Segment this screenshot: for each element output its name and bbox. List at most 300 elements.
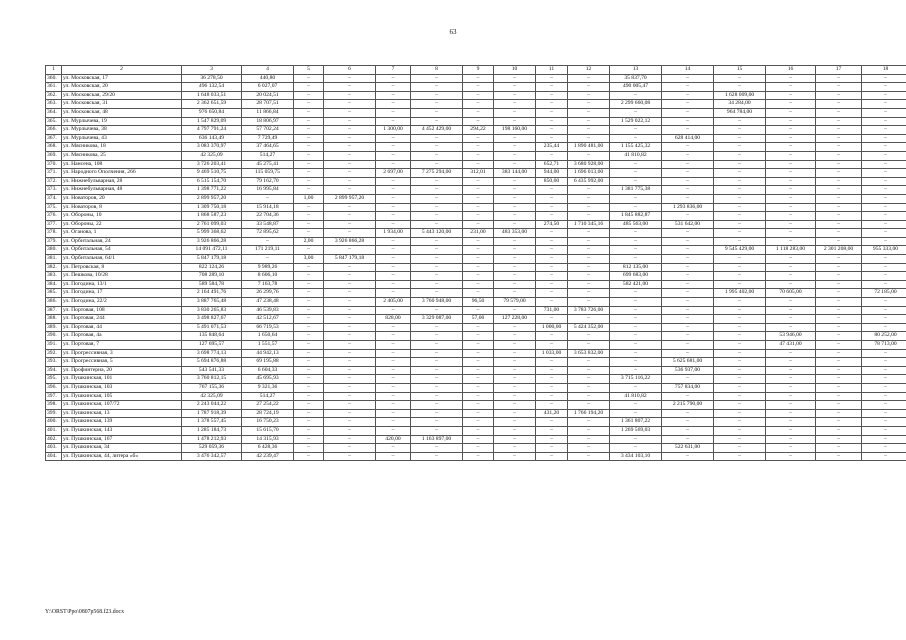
value-cell: 5 491 071,53 — [182, 323, 242, 332]
value-cell: – — [714, 194, 766, 203]
value-cell: – — [376, 160, 411, 169]
value-cell: – — [536, 108, 568, 117]
value-cell: 96,50 — [463, 298, 494, 307]
address-cell: ул. Нансена, 108 — [62, 160, 182, 169]
value-cell: 45 275,41 — [242, 160, 294, 169]
row-number-cell: 395. — [46, 375, 62, 384]
value-cell: – — [536, 358, 568, 367]
value-cell: 2,00 — [294, 237, 324, 246]
address-cell: ул. Пушкинская, 34 — [62, 444, 182, 453]
value-cell: – — [568, 332, 610, 341]
value-cell: – — [816, 91, 862, 100]
value-cell: – — [324, 126, 376, 135]
value-cell: – — [862, 126, 906, 135]
value-cell: – — [862, 323, 906, 332]
value-cell: – — [610, 255, 662, 264]
value-cell: – — [494, 426, 536, 435]
row-number-cell: 364. — [46, 108, 62, 117]
value-cell: 80 252,00 — [862, 332, 906, 341]
column-header: 5 — [294, 66, 324, 75]
value-cell: – — [494, 383, 536, 392]
value-cell: – — [714, 452, 766, 461]
value-cell: – — [816, 444, 862, 453]
address-cell: ул. Погодина, 17 — [62, 289, 182, 298]
value-cell: 582 421,00 — [610, 280, 662, 289]
value-cell: – — [411, 220, 463, 229]
value-cell: 1 845 882,87 — [610, 212, 662, 221]
value-cell: – — [376, 426, 411, 435]
value-cell: – — [714, 306, 766, 315]
value-cell: – — [536, 117, 568, 126]
value-cell: – — [494, 194, 536, 203]
page-number: 63 — [449, 28, 457, 36]
value-cell: – — [662, 298, 714, 307]
value-cell: – — [294, 358, 324, 367]
value-cell: – — [494, 143, 536, 152]
value-cell: – — [411, 341, 463, 350]
value-cell: – — [324, 444, 376, 453]
value-cell: 57,00 — [463, 315, 494, 324]
value-cell: – — [376, 263, 411, 272]
address-cell: ул. Пушкинская, 105 — [62, 392, 182, 401]
value-cell: 53 946,00 — [766, 332, 816, 341]
value-cell: – — [376, 289, 411, 298]
value-cell: – — [568, 383, 610, 392]
value-cell: – — [766, 383, 816, 392]
value-cell: 3 715 116,22 — [610, 375, 662, 384]
value-cell: – — [376, 375, 411, 384]
value-cell: – — [376, 452, 411, 461]
value-cell: – — [463, 255, 494, 264]
value-cell: 757 834,00 — [662, 383, 714, 392]
value-cell: – — [463, 143, 494, 152]
value-cell: – — [324, 358, 376, 367]
value-cell: – — [411, 289, 463, 298]
value-cell: 490 005,47 — [610, 83, 662, 92]
value-cell: – — [463, 426, 494, 435]
table-row — [46, 151, 906, 160]
value-cell: – — [714, 151, 766, 160]
value-cell: – — [463, 409, 494, 418]
table-row — [46, 91, 906, 100]
value-cell: – — [324, 409, 376, 418]
value-cell: – — [294, 126, 324, 135]
value-cell: – — [662, 435, 714, 444]
value-cell: – — [610, 246, 662, 255]
value-cell: – — [324, 298, 376, 307]
value-cell: – — [816, 383, 862, 392]
value-cell: – — [568, 263, 610, 272]
value-cell: – — [294, 444, 324, 453]
value-cell: – — [294, 263, 324, 272]
value-cell: – — [494, 280, 536, 289]
value-cell: 1 285 184,73 — [182, 426, 242, 435]
value-cell: – — [766, 401, 816, 410]
value-cell: 4 452 429,00 — [411, 126, 463, 135]
row-number-cell: 381. — [46, 255, 62, 264]
value-cell: – — [862, 203, 906, 212]
table-row — [46, 186, 906, 195]
value-cell: – — [411, 212, 463, 221]
value-cell: – — [494, 237, 536, 246]
row-number-cell: 393. — [46, 358, 62, 367]
value-cell: 9 321,36 — [242, 383, 294, 392]
value-cell: 42 239,47 — [242, 452, 294, 461]
value-cell: – — [568, 126, 610, 135]
value-cell: – — [294, 341, 324, 350]
column-header: 6 — [324, 66, 376, 75]
value-cell: – — [766, 452, 816, 461]
value-cell: 5 847 179,18 — [182, 255, 242, 264]
row-number-cell: 386. — [46, 298, 62, 307]
value-cell: 294,22 — [463, 126, 494, 135]
value-cell: – — [862, 74, 906, 83]
value-cell: 5 424 352,00 — [568, 323, 610, 332]
value-cell: 45 695,93 — [242, 375, 294, 384]
value-cell: – — [411, 160, 463, 169]
value-cell: – — [376, 108, 411, 117]
column-header: 2 — [62, 66, 182, 75]
value-cell: 812 135,00 — [610, 263, 662, 272]
value-cell: – — [766, 315, 816, 324]
value-cell: – — [714, 392, 766, 401]
value-cell: – — [662, 452, 714, 461]
table-row — [46, 392, 906, 401]
value-cell: – — [714, 332, 766, 341]
value-cell: – — [494, 186, 536, 195]
address-cell: ул. Пушкинская, 101 — [62, 375, 182, 384]
value-cell: 383 144,00 — [494, 169, 536, 178]
value-cell: – — [610, 160, 662, 169]
value-cell: 2 899 957,20 — [324, 194, 376, 203]
value-cell: – — [494, 418, 536, 427]
value-cell: – — [376, 392, 411, 401]
value-cell: 66 719,53 — [242, 323, 294, 332]
value-cell: 1 293 836,00 — [662, 203, 714, 212]
value-cell: – — [294, 160, 324, 169]
value-cell: – — [242, 194, 294, 203]
value-cell: – — [862, 272, 906, 281]
table-row — [46, 160, 906, 169]
value-cell: – — [862, 435, 906, 444]
value-cell: – — [610, 315, 662, 324]
value-cell: – — [816, 289, 862, 298]
value-cell: – — [324, 100, 376, 109]
value-cell: – — [411, 203, 463, 212]
value-cell: – — [662, 160, 714, 169]
value-cell: – — [610, 229, 662, 238]
value-cell: – — [411, 418, 463, 427]
value-cell: – — [324, 435, 376, 444]
value-cell: – — [411, 134, 463, 143]
value-cell: – — [411, 306, 463, 315]
value-cell: – — [494, 246, 536, 255]
value-cell: 5 999 368,62 — [182, 229, 242, 238]
value-cell: 16 750,23 — [242, 418, 294, 427]
value-cell: – — [568, 272, 610, 281]
value-cell: – — [324, 383, 376, 392]
value-cell: – — [714, 366, 766, 375]
table-row — [46, 169, 906, 178]
value-cell: – — [463, 349, 494, 358]
value-cell: – — [862, 134, 906, 143]
value-cell: – — [294, 392, 324, 401]
value-cell: – — [714, 435, 766, 444]
value-cell: – — [662, 117, 714, 126]
value-cell: – — [862, 298, 906, 307]
value-cell: – — [816, 117, 862, 126]
value-cell: 767 155,36 — [182, 383, 242, 392]
value-cell: – — [494, 341, 536, 350]
value-cell: – — [294, 91, 324, 100]
value-cell: – — [376, 401, 411, 410]
value-cell: – — [324, 91, 376, 100]
value-cell: 1 118 283,00 — [766, 246, 816, 255]
table-row — [46, 452, 906, 461]
value-cell: – — [536, 186, 568, 195]
value-cell: – — [862, 452, 906, 461]
value-cell: – — [494, 323, 536, 332]
value-cell: – — [766, 126, 816, 135]
value-cell: – — [816, 298, 862, 307]
value-cell: – — [536, 444, 568, 453]
value-cell: 1 890 481,00 — [568, 143, 610, 152]
value-cell: 529 059,36 — [182, 444, 242, 453]
value-cell: – — [862, 392, 906, 401]
address-cell: ул. Московская, 48 — [62, 108, 182, 117]
value-cell: 2 164 491,76 — [182, 289, 242, 298]
table-row — [46, 315, 906, 324]
value-cell: – — [610, 366, 662, 375]
value-cell: – — [294, 74, 324, 83]
value-cell: – — [494, 91, 536, 100]
value-cell: – — [494, 409, 536, 418]
value-cell: – — [816, 203, 862, 212]
value-cell: – — [463, 272, 494, 281]
value-cell: – — [662, 409, 714, 418]
value-cell: – — [862, 186, 906, 195]
address-cell: ул. Мурлычева, 38 — [62, 126, 182, 135]
address-cell: ул. Новаторов, 20 — [62, 194, 182, 203]
value-cell: – — [411, 272, 463, 281]
address-cell: ул. Обороны, 22 — [62, 220, 182, 229]
table-row — [46, 366, 906, 375]
row-number-cell: 387. — [46, 306, 62, 315]
value-cell: – — [294, 143, 324, 152]
value-cell: – — [766, 280, 816, 289]
value-cell: – — [376, 100, 411, 109]
row-number-cell: 373. — [46, 186, 62, 195]
value-cell: – — [494, 255, 536, 264]
value-cell: 34 284,00 — [714, 100, 766, 109]
value-cell: – — [536, 366, 568, 375]
value-cell: – — [568, 341, 610, 350]
table-row — [46, 194, 906, 203]
value-cell: – — [324, 452, 376, 461]
value-cell: – — [324, 315, 376, 324]
value-cell: – — [294, 349, 324, 358]
column-header: 9 — [463, 66, 494, 75]
value-cell: – — [494, 212, 536, 221]
table-row — [46, 134, 906, 143]
value-cell: – — [376, 186, 411, 195]
value-cell: 1 155 425,32 — [610, 143, 662, 152]
value-cell: – — [816, 169, 862, 178]
value-cell: – — [714, 409, 766, 418]
row-number-cell: 403. — [46, 444, 62, 453]
value-cell: – — [766, 160, 816, 169]
value-cell: – — [766, 426, 816, 435]
row-number-cell: 398. — [46, 401, 62, 410]
value-cell: – — [662, 315, 714, 324]
value-cell: – — [766, 358, 816, 367]
value-cell: – — [411, 401, 463, 410]
value-cell: – — [411, 349, 463, 358]
value-cell: – — [568, 108, 610, 117]
value-cell: 5 694 876,88 — [182, 358, 242, 367]
value-cell: 431,20 — [536, 409, 568, 418]
column-header: 10 — [494, 66, 536, 75]
value-cell: – — [766, 91, 816, 100]
value-cell: – — [766, 177, 816, 186]
value-cell: – — [766, 323, 816, 332]
table-row — [46, 237, 906, 246]
value-cell: – — [568, 366, 610, 375]
value-cell: – — [411, 91, 463, 100]
value-cell: – — [411, 100, 463, 109]
value-cell: – — [862, 91, 906, 100]
table-row — [46, 212, 906, 221]
value-cell: 3 760 812,15 — [182, 375, 242, 384]
address-cell: ул. Пушкинская, 13 — [62, 409, 182, 418]
row-number-cell: 402. — [46, 435, 62, 444]
value-cell: – — [766, 212, 816, 221]
value-cell: – — [324, 306, 376, 315]
value-cell: – — [610, 341, 662, 350]
value-cell: – — [294, 409, 324, 418]
row-number-cell: 374. — [46, 194, 62, 203]
value-cell: – — [463, 83, 494, 92]
value-cell: 127 228,00 — [494, 315, 536, 324]
value-cell: – — [862, 366, 906, 375]
value-cell: 5 625 681,00 — [662, 358, 714, 367]
address-cell: ул. Нижнебульварная, 48 — [62, 186, 182, 195]
value-cell: – — [463, 392, 494, 401]
value-cell: – — [494, 452, 536, 461]
value-cell: – — [766, 117, 816, 126]
value-cell: – — [463, 366, 494, 375]
value-cell: – — [610, 306, 662, 315]
value-cell: – — [662, 151, 714, 160]
value-cell: – — [376, 194, 411, 203]
value-cell: 2 243 044,22 — [182, 401, 242, 410]
value-cell: – — [463, 375, 494, 384]
value-cell: – — [411, 117, 463, 126]
value-cell: – — [714, 358, 766, 367]
table-row — [46, 375, 906, 384]
table-row — [46, 418, 906, 427]
value-cell: – — [862, 117, 906, 126]
value-cell: 26 299,76 — [242, 289, 294, 298]
value-cell: – — [294, 289, 324, 298]
value-cell: – — [411, 186, 463, 195]
value-cell: – — [714, 255, 766, 264]
value-cell: 274,50 — [536, 220, 568, 229]
address-cell: ул. Пушкинская, 107/72 — [62, 401, 182, 410]
value-cell: 41 810,82 — [610, 392, 662, 401]
value-cell: – — [766, 306, 816, 315]
value-cell: – — [862, 108, 906, 117]
value-cell: – — [324, 83, 376, 92]
value-cell: 42 512,67 — [242, 315, 294, 324]
value-cell: – — [662, 169, 714, 178]
value-cell: – — [411, 74, 463, 83]
value-cell: – — [568, 298, 610, 307]
row-number-cell: 394. — [46, 366, 62, 375]
value-cell: 3 698 774,13 — [182, 349, 242, 358]
value-cell: 2 301 208,00 — [816, 246, 862, 255]
row-number-cell: 366. — [46, 126, 62, 135]
value-cell: 514,27 — [242, 392, 294, 401]
table-header-row — [46, 66, 906, 75]
value-cell: 16 995,84 — [242, 186, 294, 195]
value-cell: – — [714, 160, 766, 169]
value-cell: – — [294, 332, 324, 341]
table-row — [46, 332, 906, 341]
table-row — [46, 100, 906, 109]
value-cell: 420,00 — [376, 435, 411, 444]
value-cell: – — [610, 435, 662, 444]
row-number-cell: 369. — [46, 151, 62, 160]
value-cell: 483 353,00 — [494, 229, 536, 238]
value-cell: – — [411, 263, 463, 272]
value-cell: 6 515 154,70 — [182, 177, 242, 186]
value-cell: 312,01 — [463, 169, 494, 178]
value-cell: – — [714, 383, 766, 392]
value-cell: 1 381 775,38 — [610, 186, 662, 195]
value-cell: 1 309 750,18 — [182, 203, 242, 212]
value-cell: – — [766, 220, 816, 229]
value-cell: – — [376, 220, 411, 229]
table-row — [46, 83, 906, 92]
value-cell: – — [376, 177, 411, 186]
value-cell: 3 783 726,00 — [568, 306, 610, 315]
address-cell: ул. Оганова, 1 — [62, 229, 182, 238]
value-cell: 543 541,33 — [182, 366, 242, 375]
value-cell: – — [376, 409, 411, 418]
value-cell: – — [816, 83, 862, 92]
value-cell: 3 498 827,67 — [182, 315, 242, 324]
value-cell: – — [610, 323, 662, 332]
value-cell: – — [411, 255, 463, 264]
value-cell: – — [862, 229, 906, 238]
address-cell: ул. Погодина, 22/2 — [62, 298, 182, 307]
address-cell: ул. Пушкинская, 167 — [62, 435, 182, 444]
value-cell: – — [662, 263, 714, 272]
value-cell: – — [411, 194, 463, 203]
value-cell: – — [463, 160, 494, 169]
value-cell: – — [862, 143, 906, 152]
value-cell: – — [494, 263, 536, 272]
table-row — [46, 143, 906, 152]
value-cell: – — [862, 426, 906, 435]
value-cell: – — [766, 298, 816, 307]
value-cell: – — [376, 358, 411, 367]
value-cell: 2 362 651,59 — [182, 100, 242, 109]
value-cell: – — [324, 160, 376, 169]
value-cell: – — [766, 229, 816, 238]
value-cell: – — [610, 289, 662, 298]
